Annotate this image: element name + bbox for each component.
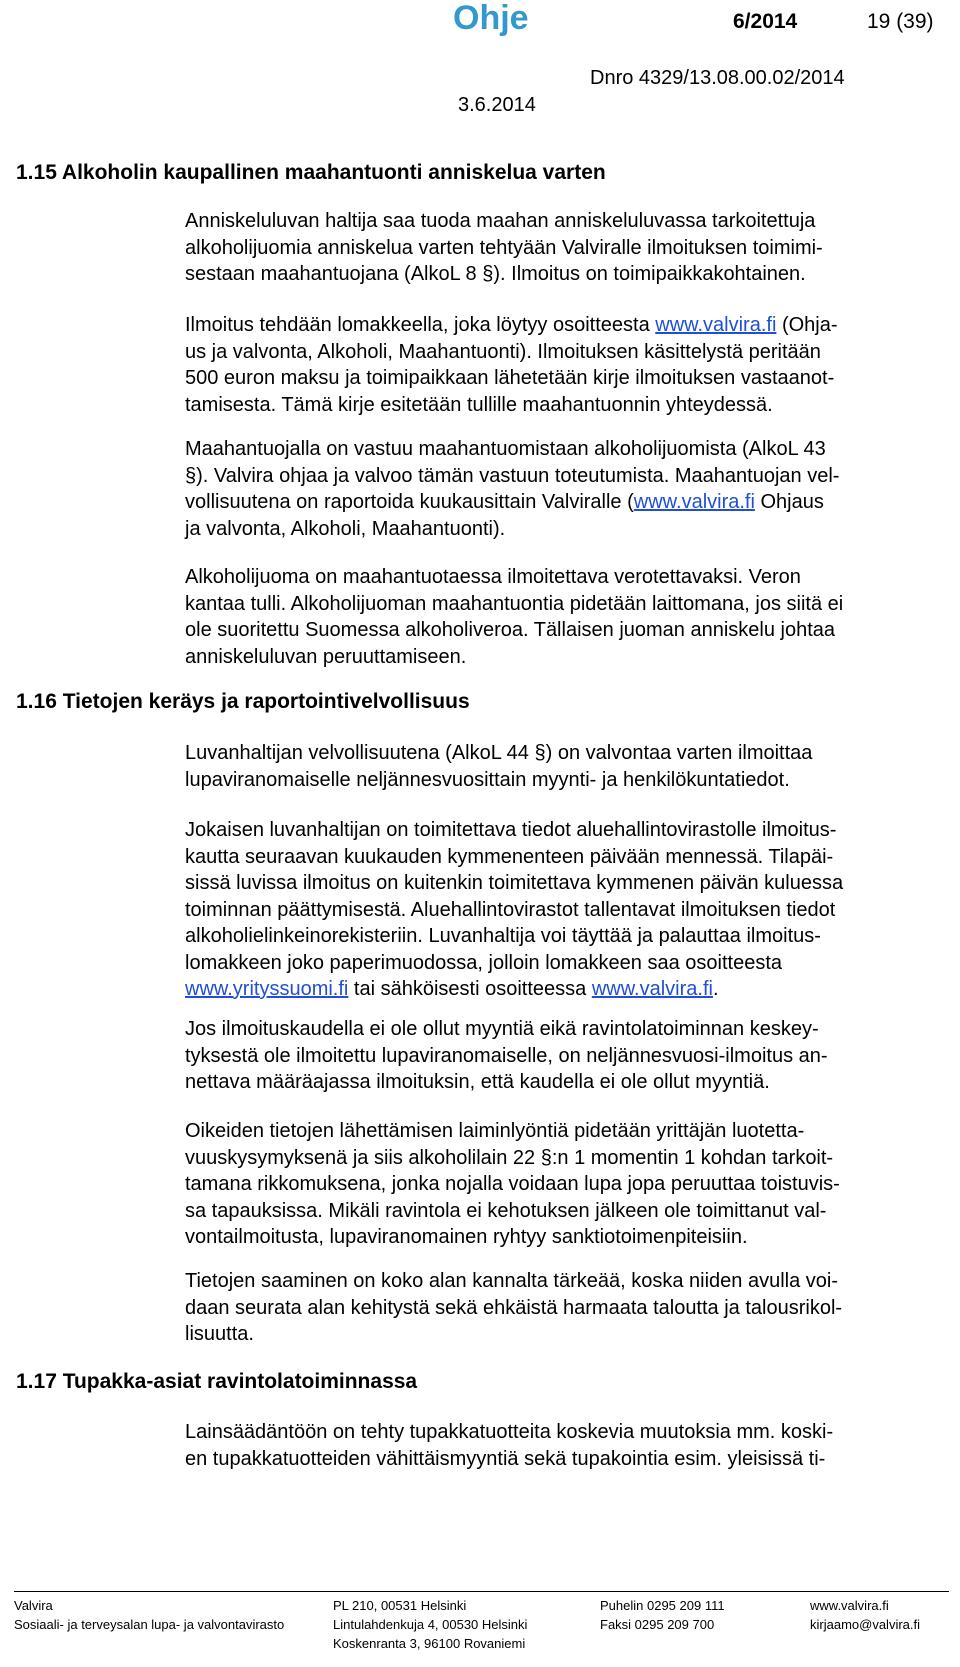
text-line: daan seurata alan kehitystä sekä ehkäistä harmaata taloutta ja talousrikol- [185,1296,843,1319]
text-line: Luvanhaltijan velvollisuutena (AlkoL 44 §) on valvontaa varten ilmoittaa [185,742,813,764]
text-line: alkoholijuomia anniskelua varten tehtyään Valviralle ilmoituksen toimimi- [185,236,823,259]
paragraph [185,436,950,542]
paragraph [185,312,950,418]
text-line: sestaan maahantuojana (AlkoL 8 §). Ilmoitus on toimipaikkakohtainen. [185,263,806,285]
text-line: lisuutta. [185,1323,254,1345]
text-segment: (Ohja- [776,314,838,336]
paragraph [185,1268,950,1348]
footer-org: Valvira [14,1598,53,1613]
text-line [185,312,950,339]
footer-website[interactable]: www.valvira.fi [810,1598,889,1613]
text-line: lupaviranomaiselle neljännesvuosittain myynti- ja henkilökuntatiedot. [185,768,790,791]
footer-phone: Puhelin 0295 209 111 [600,1598,725,1613]
text-segment: vollisuutena on raportoida kuukausittain Valviralle ( [185,491,634,513]
text-line: ole suoritettu Suomessa alkoholiveroa. Tällaisen juoman anniskelu johtaa [185,619,836,641]
text-line: tyksestä ole ilmoitettu lupaviranomaiselle, on neljännesvuosi-ilmoitus an- [185,1044,828,1067]
text-segment: Ilmoitus tehdään lomakkeella, joka löytyy osoitteesta [185,314,656,336]
text-line: 500 euron maksu ja toimipaikkaan lähetetään kirje ilmoituksen vastaanot- [185,367,835,389]
paragraph [185,817,950,1003]
valvira-link[interactable]: www.valvira.fi [633,491,755,513]
text-line: Oikeiden tietojen lähettämisen laiminlyöntiä pidetään yrittäjän luotetta- [185,1120,805,1142]
text-line: Lainsäädäntöön on tehty tupakkatuotteita koskevia muutoksia mm. koski- [185,1421,834,1443]
paragraph [185,208,950,288]
text-line: alkoholielinkeinorekisteriin. Luvanhaltija voi täyttää ja palauttaa ilmoitus- [185,925,821,947]
document-date: 3.6.2014 [458,94,536,116]
paragraph [185,740,950,793]
text-line: nettava määräajassa ilmoituksin, että kaudella ei ole ollut myyntiä. [185,1071,770,1093]
text-line: Alkoholijuoma on maahantuotaessa ilmoitettava verotettavaksi. Veron [185,566,801,588]
footer-org-desc: Sosiaali- ja terveysalan lupa- ja valvontavirasto [14,1617,285,1632]
text-line: us ja valvonta, Alkoholi, Maahantuonti). Ilmoituksen käsittelystä peritään [185,340,821,363]
footer-address-3: Koskenranta 3, 96100 Rovaniemi [333,1636,526,1651]
text-segment: . [712,978,719,1000]
text-line: Tietojen saaminen on koko alan kannalta tärkeää, koska niiden avulla voi- [185,1270,838,1292]
text-line: vuuskysymyksenä ja siis alkoholilain 22 §:n 1 momentin 1 kohdan tarkoit- [185,1146,834,1169]
text-line: sa tapauksissa. Mikäli ravintola ei kehotuksen jälkeen ole toimittanut val- [185,1199,827,1222]
valvira-link[interactable]: www.valvira.fi [655,314,777,336]
text-line [185,489,950,516]
text-line: ja valvonta, Alkoholi, Maahantuonti). [185,517,506,540]
footer-fax: Faksi 0295 209 700 [600,1617,715,1632]
text-line: §). Valvira ohjaa ja valvoo tämän vastuun toteutumista. Maahantuojan vel- [185,464,840,487]
text-line: tamana rikkomuksena, jonka nojalla voidaan lupa jopa peruuttaa toistuvis- [185,1173,840,1195]
text-line [185,976,950,1003]
record-number: Dnro 4329/13.08.00.02/2014 [590,67,845,89]
text-line: tamisesta. Tämä kirje esitetään tullille maahantuonnin yhteydessä. [185,393,773,416]
section-heading-1-17: 1.17 Tupakka-asiat ravintolatoiminnassa [16,1370,418,1393]
text-line: lomakkeen joko paperimuodossa, jolloin lomakkeen saa osoitteesta [185,951,783,974]
text-line: Jos ilmoituskaudella ei ole ollut myyntiä eikä ravintolatoiminnan keskey- [185,1018,819,1040]
paragraph [185,1016,950,1096]
footer-address-2: Lintulahdenkuja 4, 00530 Helsinki [333,1617,528,1632]
document-code: 6/2014 [733,10,798,33]
section-heading-1-15: 1.15 Alkoholin kaupallinen maahantuonti anniskelua varten [16,161,606,184]
document-type: Ohje [453,0,529,37]
page-number: 19 (39) [867,10,934,33]
footer-divider [14,1591,949,1592]
section-heading-1-16: 1.16 Tietojen keräys ja raportointivelvollisuus [16,690,470,713]
text-line: toiminnan päättymisestä. Aluehallintovirastot tallentavat ilmoituksen tiedot [185,898,836,921]
text-segment: Ohjaus [754,491,824,513]
text-line: kantaa tulli. Alkoholijuoman maahantuontia pidetään laittomana, jos siitä ei [185,592,844,615]
valvira-link[interactable]: www.valvira.fi [591,978,713,1000]
text-line: en tupakkatuotteiden vähittäismyyntiä sekä tupakointia esim. yleisissä ti- [185,1447,826,1470]
paragraph [185,1118,950,1251]
footer-address-1: PL 210, 00531 Helsinki [333,1598,467,1613]
text-line: Maahantuojalla on vastuu maahantuomistaan alkoholijuomista (AlkoL 43 [185,438,826,460]
paragraph [185,564,950,670]
text-line: vontailmoitusta, lupaviranomainen ryhtyy sanktiotoimenpiteisiin. [185,1226,748,1248]
footer-email[interactable]: kirjaamo@valvira.fi [810,1617,920,1632]
text-line: kautta seuraavan kuukauden kymmenenteen päivään mennessä. Tilapäi- [185,845,834,868]
paragraph [185,1419,950,1472]
text-segment: tai sähköisesti osoitteessa [348,978,592,1000]
text-line: Jokaisen luvanhaltijan on toimitettava tiedot aluehallintovirastolle ilmoitus- [185,819,837,841]
yrityssuomi-link[interactable]: www.yrityssuomi.fi [185,978,349,1000]
text-line: Anniskeluluvan haltija saa tuoda maahan anniskeluluvassa tarkoitettuja [185,210,816,232]
text-line: sissä luvissa ilmoitus on kuitenkin toimitettava kymmenen päivän kuluessa [185,872,844,894]
text-line: anniskeluluvan peruuttamiseen. [185,645,467,668]
